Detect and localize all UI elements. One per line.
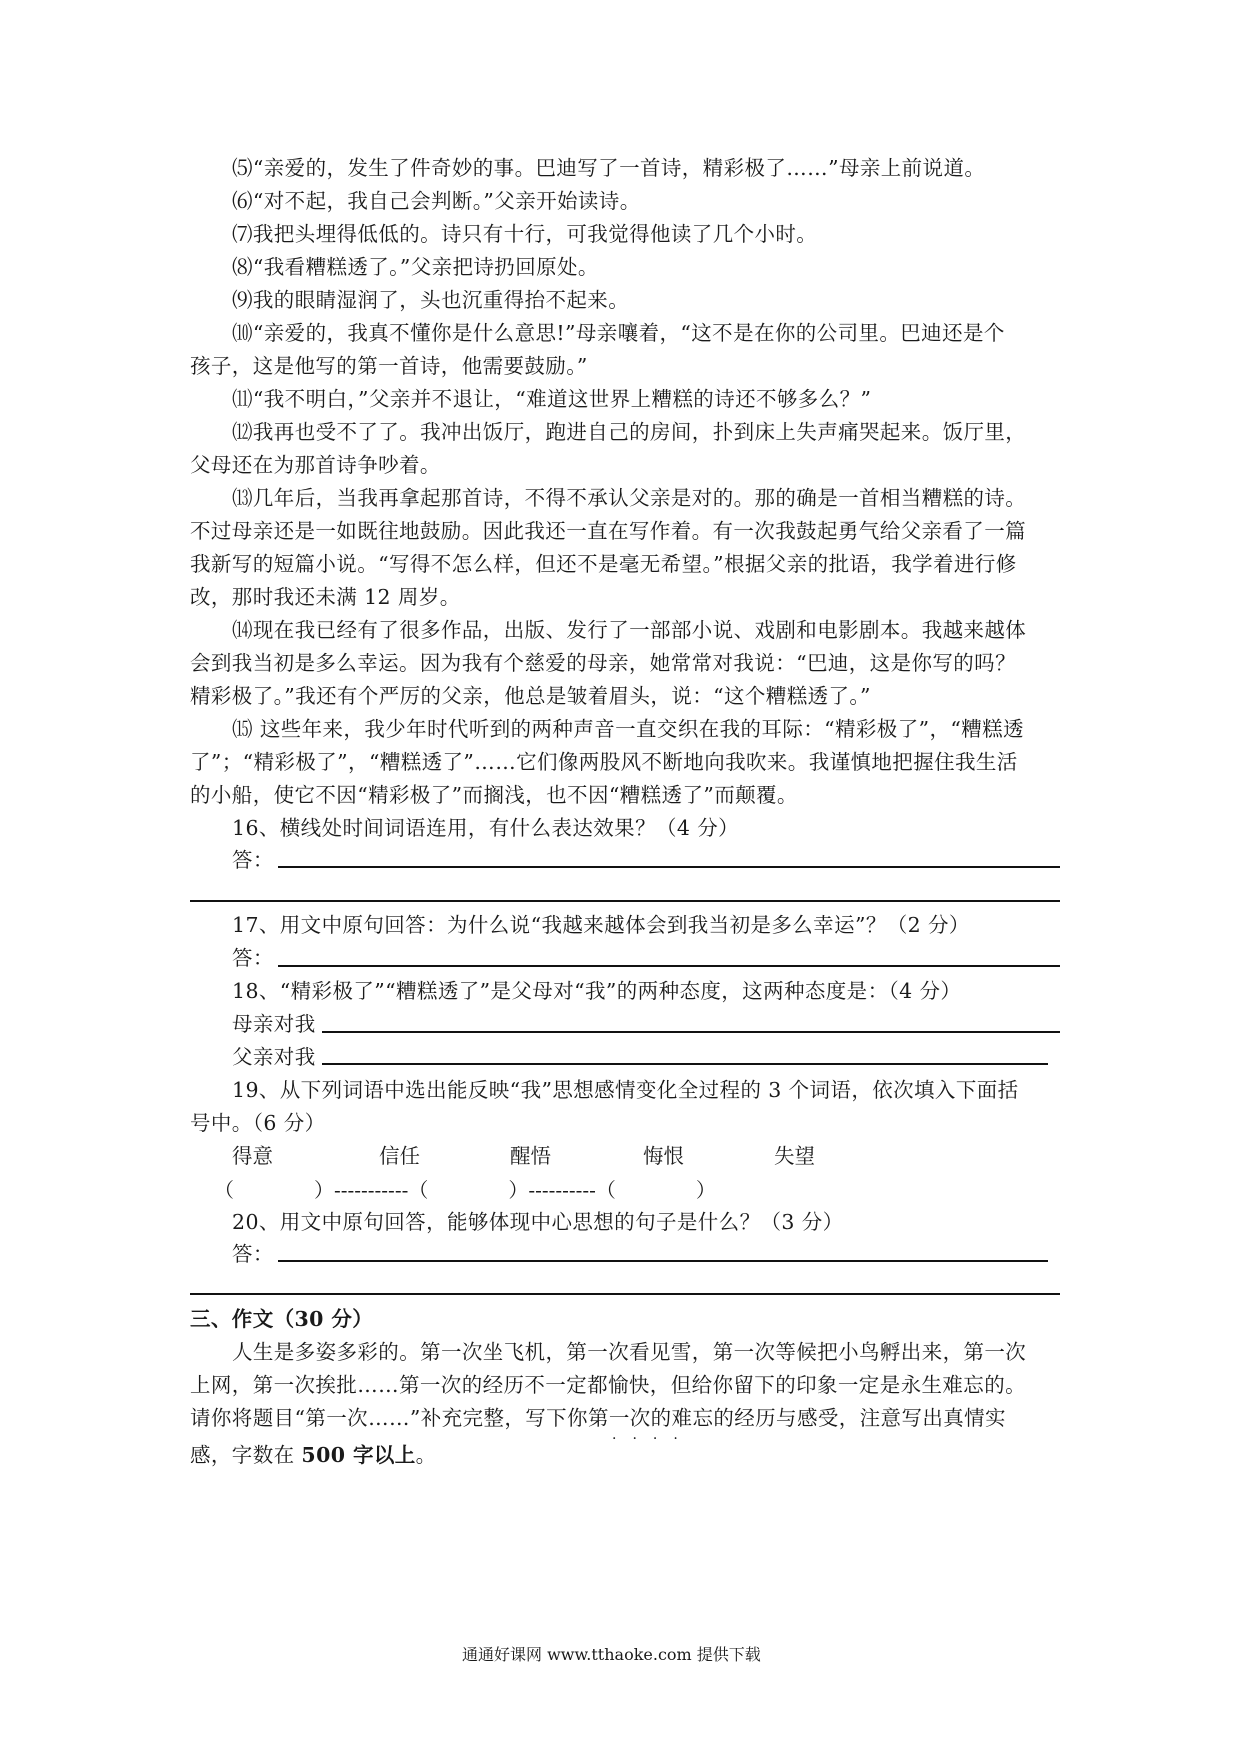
passage-line: 会到我当初是多么幸运。因为我有个慈爱的母亲，她常常对我说：“巴迪，这是你写的吗？ [190, 651, 1016, 675]
passage-line: ⑻“我看糟糕透了。”父亲把诗扔回原处。 [232, 255, 599, 279]
passage-line: ⑺我把头埋得低低的。诗只有十行，可我觉得他读了几个小时。 [232, 222, 818, 246]
question-19: 19、从下列词语中选出能反映“我”思想感情变化全过程的 3 个词语，依次填入下面括 [232, 1078, 1019, 1102]
question-19-cont: 号中。（6 分） [190, 1111, 326, 1135]
answer-line-18-father[interactable] [322, 1063, 1048, 1065]
passage-line: ⑿我再也受不了了。我冲出饭厅，跑进自己的房间，扑到床上失声痛哭起来。饭厅里， [232, 420, 1027, 444]
passage-line: ⑽“亲爱的，我真不懂你是什么意思!”母亲嚷着，“这不是在你的公司里。巴迪还是个 [232, 321, 1005, 345]
answer-line-20b[interactable] [190, 1293, 1060, 1295]
passage-line: ⑸“亲爱的，发生了件奇妙的事。巴迪写了一首诗，精彩极了……”母亲上前说道。 [232, 156, 986, 180]
page-footer: 通通好课网 www.tthaoke.com 提供下载 [462, 1645, 761, 1664]
q18-father-label: 父亲对我 [232, 1045, 316, 1069]
passage-line: ⒀几年后，当我再拿起那首诗，不得不承认父亲是对的。那的确是一首相当糟糕的诗。 [232, 486, 1027, 510]
composition-line: 上网，第一次挨批……第一次的经历不一定都愉快，但给你留下的印象一定是永生难忘的。 [190, 1373, 1026, 1397]
passage-line: ⒂ 这些年来，我少年时代听到的两种声音一直交织在我的耳际：“精彩极了”，“糟糕透 [232, 717, 1024, 741]
question-18: 18、“精彩极了”“糟糕透了”是父母对“我”的两种态度，这两种态度是：（4 分） [232, 979, 962, 1003]
answer-line-17[interactable] [278, 965, 1060, 967]
question-16: 16、横线处时间词语连用，有什么表达效果？（4 分） [232, 816, 740, 840]
answer-line-18-mother[interactable] [322, 1031, 1060, 1033]
fill-in-blanks[interactable]: （ ）-----------（ ）----------（ ） [214, 1178, 716, 1202]
passage-line: 不过母亲还是一如既往地鼓励。因此我还一直在写作着。有一次我鼓起勇气给父亲看了一篇 [190, 519, 1026, 543]
word-option: 醒悟 [510, 1144, 551, 1168]
passage-line: ⒁现在我已经有了很多作品，出版、发行了一部部小说、戏剧和电影剧本。我越来越体 [232, 618, 1027, 642]
passage-line: ⑼我的眼睛湿润了，头也沉重得抬不起来。 [232, 288, 630, 312]
answer-line-20a[interactable] [278, 1260, 1048, 1262]
composition-line: 感，字数在 500 字以上。 [190, 1443, 437, 1467]
passage-line: ⑾“我不明白，”父亲并不退让，“难道这世界上糟糕的诗还不够多么？” [232, 387, 872, 411]
word-option: 失望 [774, 1144, 815, 1168]
word-option: 悔恨 [643, 1144, 684, 1168]
question-20: 20、用文中原句回答，能够体现中心思想的句子是什么？（3 分） [232, 1210, 844, 1234]
section-heading: 三、作文（30 分） [190, 1307, 374, 1331]
answer-label: 答： [232, 848, 274, 872]
passage-line: 孩子，这是他写的第一首诗，他需要鼓励。” [190, 354, 588, 378]
answer-line-16b[interactable] [190, 900, 1060, 902]
word-option: 信任 [379, 1144, 420, 1168]
passage-line: 我新写的短篇小说。“写得不怎么样，但还不是毫无希望。”根据父亲的批语，我学着进行修 [190, 552, 1017, 576]
passage-line: ⑹“对不起，我自己会判断。”父亲开始读诗。 [232, 189, 641, 213]
composition-line: 请你将题目“第一次……”补充完整，写下你第一次的难忘的经历与感受，注意写出真情实 [190, 1406, 1006, 1430]
answer-label: 答： [232, 946, 274, 970]
passage-line: 改，那时我还未满 12 周岁。 [190, 585, 461, 609]
passage-line: 精彩极了。”我还有个严厉的父亲，他总是皱着眉头，说：“这个糟糕透了。” [190, 684, 871, 708]
question-17: 17、用文中原句回答：为什么说“我越来越体会到我当初是多么幸运”？（2 分） [232, 913, 970, 937]
composition-line: 人生是多姿多彩的。第一次坐飞机，第一次看见雪，第一次等候把小鸟孵出来，第一次 [232, 1340, 1027, 1364]
passage-line: 了”；“精彩极了”，“糟糕透了”……它们像两股风不断地向我吹来。我谨慎地把握住我生活 [190, 750, 1018, 774]
word-option: 得意 [232, 1144, 273, 1168]
answer-line-16a[interactable] [278, 866, 1060, 868]
q18-mother-label: 母亲对我 [232, 1012, 316, 1036]
emphasis-dots: ···· [612, 1431, 694, 1447]
passage-line: 的小船，使它不因“精彩极了”而搁浅，也不因“糟糕透了”而颠覆。 [190, 783, 798, 807]
passage-line: 父母还在为那首诗争吵着。 [190, 453, 441, 477]
answer-label: 答： [232, 1242, 274, 1266]
